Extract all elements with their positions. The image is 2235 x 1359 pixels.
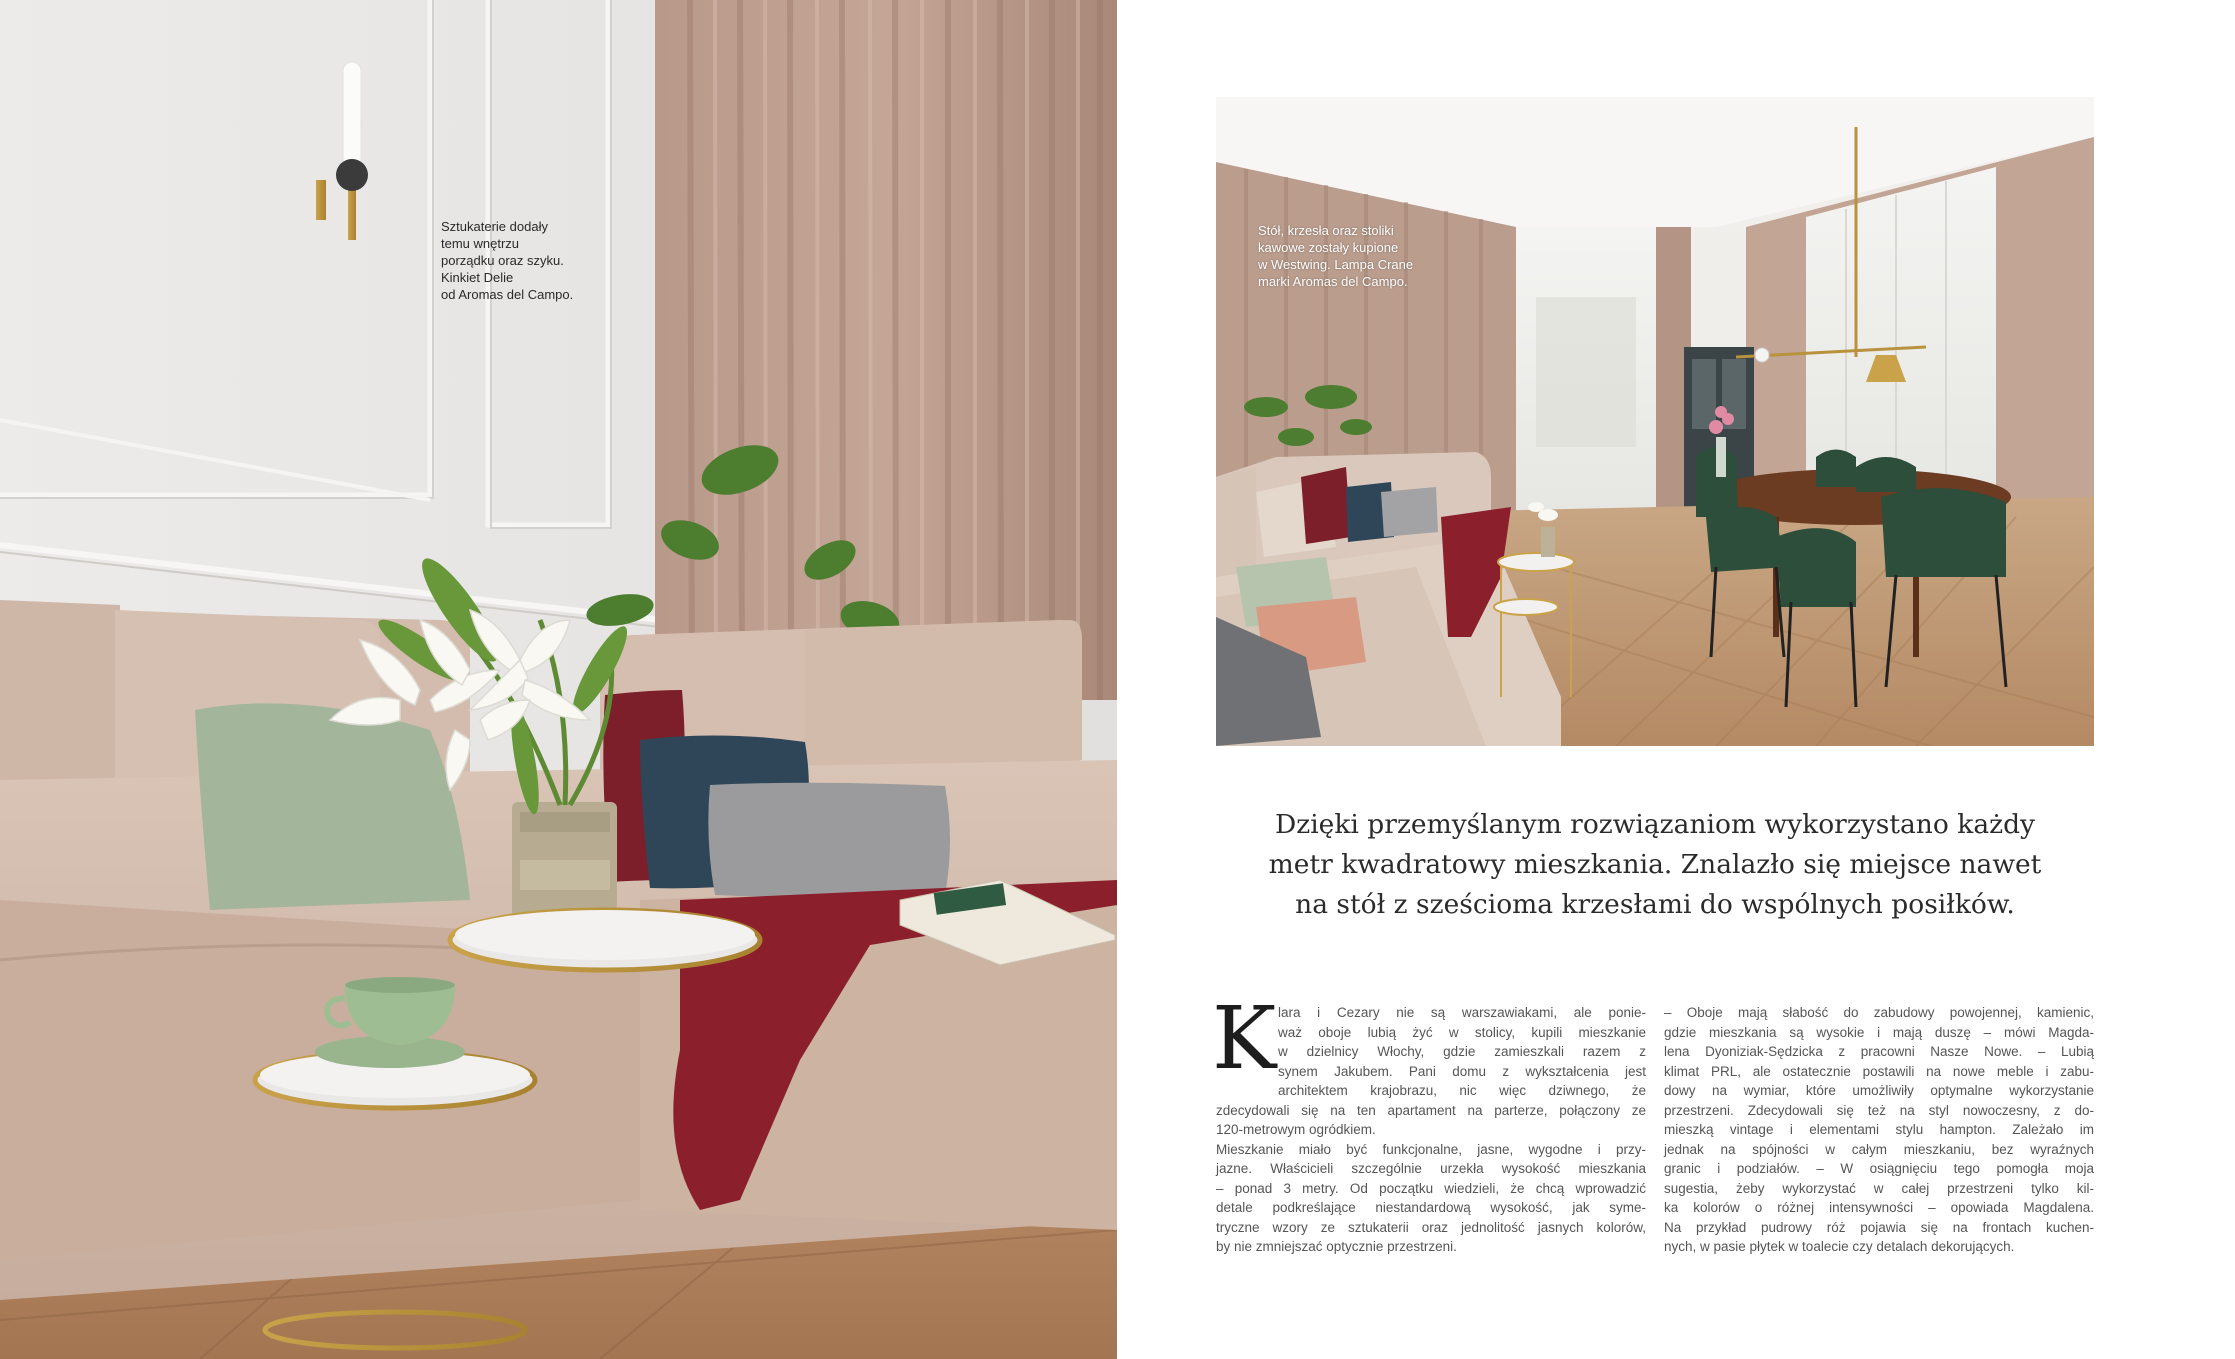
text-line: granic i podziałów. – W osiągnięciu tego pomogła moja xyxy=(1664,1161,2094,1176)
text-line: w dzielnicy Włochy, gdzie zamieszkali razem z xyxy=(1278,1044,1646,1059)
text-line: – Oboje mają słabość do zabudowy powojennej, kamienic, xyxy=(1664,1005,2094,1020)
caption-line: porządku oraz szyku. xyxy=(441,253,564,268)
pull-quote xyxy=(1230,805,2080,925)
text-line: lara i Cezary nie są warszawiakami, ale ponie- xyxy=(1278,1005,1646,1020)
pull-quote-line: Dzięki przemyślanym rozwiązaniom wykorzystano każdy xyxy=(1274,809,2036,840)
text-line: Na przykład pudrowy róż pojawia się na frontach kuchen- xyxy=(1664,1219,2094,1235)
article-column-2 xyxy=(1664,1003,2094,1257)
text-line: sugestia, żeby wykorzystać w całej przestrzeni tylko kil- xyxy=(1664,1180,2094,1196)
text-line: dowy na wymiar, które umożliwiły optymalne wykorzystanie xyxy=(1664,1083,2094,1098)
caption-line: Sztukaterie dodały xyxy=(441,219,548,234)
text-line: Mieszkanie miało być funkcjonalne, jasne, wygodne i przy- xyxy=(1216,1141,1646,1157)
text-line: 120-metrowym ogródkiem. xyxy=(1216,1122,1376,1137)
living-room-photo xyxy=(0,0,1117,1359)
right-photo-caption xyxy=(1258,222,1458,290)
drop-cap: K xyxy=(1212,989,1277,1089)
caption-line: kawowe zostały kupione xyxy=(1258,240,1399,255)
text-line: synem Jakubem. Pani domu z wykształcenia jest xyxy=(1278,1063,1646,1079)
caption-line: w Westwing. Lampa Crane xyxy=(1258,257,1414,272)
article-column-1 xyxy=(1216,1003,1646,1257)
text-line: jazne. Właścicieli szczególnie urzekła wysokość mieszkania xyxy=(1216,1161,1646,1176)
text-line: przestrzeni. Zdecydowali się też na styl nowoczesny, z do- xyxy=(1664,1102,2094,1118)
text-line: waż oboje lubią żyć w stolicy, kupili mieszkanie xyxy=(1278,1024,1646,1040)
text-line: jednak na spójności w całym mieszkaniu, bez wyraźnych xyxy=(1664,1141,2094,1157)
pull-quote-line: na stół z sześcioma krzesłami do wspólnych posiłków. xyxy=(1295,889,2015,920)
pull-quote-line: metr kwadratowy mieszkania. Znalazło się miejsce nawet xyxy=(1268,849,2042,880)
text-line: by nie zmniejszać optycznie przestrzeni. xyxy=(1216,1239,1457,1254)
caption-line: od Aromas del Campo. xyxy=(441,287,574,302)
text-line: architektem krajobrazu, nic więc dziwnego, że xyxy=(1278,1083,1646,1098)
dining-room-photo xyxy=(1216,97,2094,746)
caption-line: temu wnętrzu xyxy=(441,236,520,251)
text-line: klimat PRL, ale ostatecznie postawili na nowe meble i zabu- xyxy=(1664,1063,2094,1079)
text-line: lena Dyoniziak-Sędzicka z pracowni Nasze Nowe. – Lubią xyxy=(1664,1044,2094,1059)
caption-line: Kinkiet Delie xyxy=(441,270,514,285)
text-line: gdzie mieszkania są wysokie i mają duszę – mówi Magda- xyxy=(1664,1024,2094,1040)
text-line: detale podkreślające niestandardową wysokość, jak syme- xyxy=(1216,1200,1646,1215)
text-line: nych, w pasie płytek w toalecie czy detalach dekorujących. xyxy=(1664,1239,2015,1254)
text-line: zdecydowali się na ten apartament na parterze, połączony ze xyxy=(1216,1102,1646,1118)
caption-line: Stół, krzesła oraz stoliki xyxy=(1258,223,1394,238)
text-line: mieszką vintage i elementami stylu hampton. Zależało im xyxy=(1664,1122,2094,1137)
text-line: ka kolorów o różnej intensywności – opowiada Magdalena. xyxy=(1664,1200,2094,1215)
text-line: – ponad 3 metry. Od początku wiedzieli, że chcą wprowadzić xyxy=(1216,1180,1646,1196)
text-line: tryczne wzory ze sztukaterii oraz jednolitość jasnych kolorów, xyxy=(1216,1219,1646,1235)
left-photo-caption xyxy=(441,218,621,303)
caption-line: marki Aromas del Campo. xyxy=(1258,274,1408,289)
